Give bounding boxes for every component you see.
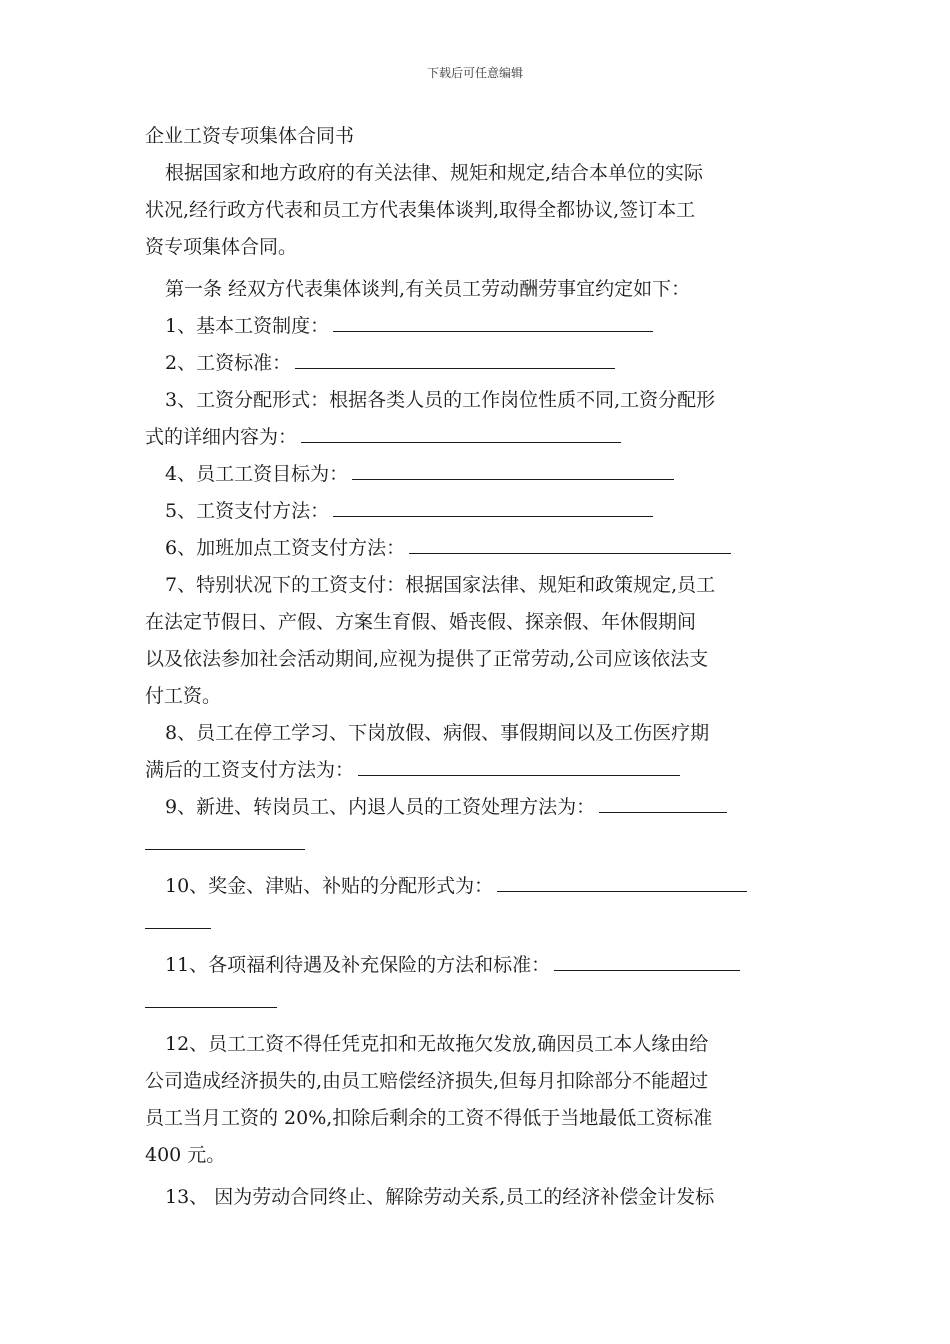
- clause-8-label: 满后的工资支付方法为：: [145, 759, 355, 781]
- clause-7-line-1: 7、特别状况下的工资支付：根据国家法律、规矩和政策规定,员工: [165, 574, 716, 596]
- preamble-line-2: 状况,经行政方代表和员工方代表集体谈判,取得全都协议,签订本工: [145, 199, 696, 221]
- contract-body: [145, 118, 807, 1216]
- preamble-line-1: 根据国家和地方政府的有关法律、规矩和规定,结合本单位的实际: [165, 162, 704, 184]
- header-note: 下载后可任意编辑: [426, 66, 523, 80]
- clause-12-line-1: 12、员工工资不得任凭克扣和无故拖欠发放,确因员工本人缘由给: [165, 1033, 709, 1055]
- clause-7-line-3: 以及依法参加社会活动期间,应视为提供了正常劳动,公司应该依法支: [145, 648, 709, 670]
- clause-10: [145, 868, 807, 905]
- clause-12-line-4: 400 元。: [145, 1144, 226, 1166]
- clause-5-blank[interactable]: [333, 497, 653, 517]
- clause-3-label: 式的详细内容为：: [145, 426, 298, 448]
- article-1: 第一条 经双方代表集体谈判,有关员工劳动酬劳事宜约定如下：: [165, 278, 691, 300]
- clause-3-line-2: [145, 419, 807, 456]
- clause-8-line-1: 8、员工在停工学习、下岗放假、病假、事假期间以及工伤医疗期: [165, 722, 710, 744]
- clause-1: [145, 308, 807, 345]
- clause-9-blank[interactable]: [599, 793, 727, 813]
- clause-10-continuation: [145, 905, 807, 942]
- clause-11-blank[interactable]: [554, 951, 740, 971]
- preamble-line-3: 资专项集体合同。: [145, 236, 298, 258]
- clause-12-line-2: 公司造成经济损失的,由员工赔偿经济损失,但每月扣除部分不能超过: [145, 1070, 709, 1092]
- clause-12-line-3: 员工当月工资的 20%,扣除后剩余的工资不得低于当地最低工资标准: [145, 1107, 713, 1129]
- clause-9: [145, 789, 807, 826]
- clause-7-line-2: 在法定节假日、产假、方案生育假、婚丧假、探亲假、年休假期间: [145, 611, 697, 633]
- clause-11: [145, 947, 807, 984]
- clause-1-blank[interactable]: [333, 312, 653, 332]
- clause-5: [145, 493, 807, 530]
- clause-4: [145, 456, 807, 493]
- clause-3-line-1: 3、工资分配形式：根据各类人员的工作岗位性质不同,工资分配形: [165, 389, 716, 411]
- clause-7-line-4: 付工资。: [145, 685, 222, 707]
- clause-8-blank[interactable]: [358, 756, 680, 776]
- clause-6-blank[interactable]: [409, 534, 731, 554]
- clause-10-blank[interactable]: [497, 872, 747, 892]
- clause-5-label: 5、工资支付方法：: [165, 500, 330, 522]
- clause-11-label: 11、各项福利待遇及补充保险的方法和标准：: [165, 954, 551, 976]
- clause-4-label: 4、员工工资目标为：: [165, 463, 349, 485]
- clause-10-blank-continued[interactable]: [145, 909, 211, 929]
- document-title: 企业工资专项集体合同书: [145, 125, 355, 147]
- clause-1-label: 1、基本工资制度：: [165, 315, 330, 337]
- clause-9-continuation: [145, 826, 807, 863]
- clause-8-line-2: [145, 752, 807, 789]
- clause-10-label: 10、奖金、津贴、补贴的分配形式为：: [165, 875, 494, 897]
- clause-2: [145, 345, 807, 382]
- clause-6-label: 6、加班加点工资支付方法：: [165, 537, 406, 559]
- clause-13: 13、 因为劳动合同终止、解除劳动关系,员工的经济补偿金计发标: [165, 1186, 715, 1208]
- clause-2-label: 2、工资标准：: [165, 352, 292, 374]
- clause-11-blank-continued[interactable]: [145, 988, 277, 1008]
- clause-11-continuation: [145, 984, 807, 1021]
- clause-4-blank[interactable]: [352, 460, 674, 480]
- clause-3-blank[interactable]: [301, 423, 621, 443]
- clause-2-blank[interactable]: [295, 349, 615, 369]
- clause-9-blank-continued[interactable]: [145, 830, 305, 850]
- clause-6: [145, 530, 807, 567]
- clause-9-label: 9、新进、转岗员工、内退人员的工资处理方法为：: [165, 796, 596, 818]
